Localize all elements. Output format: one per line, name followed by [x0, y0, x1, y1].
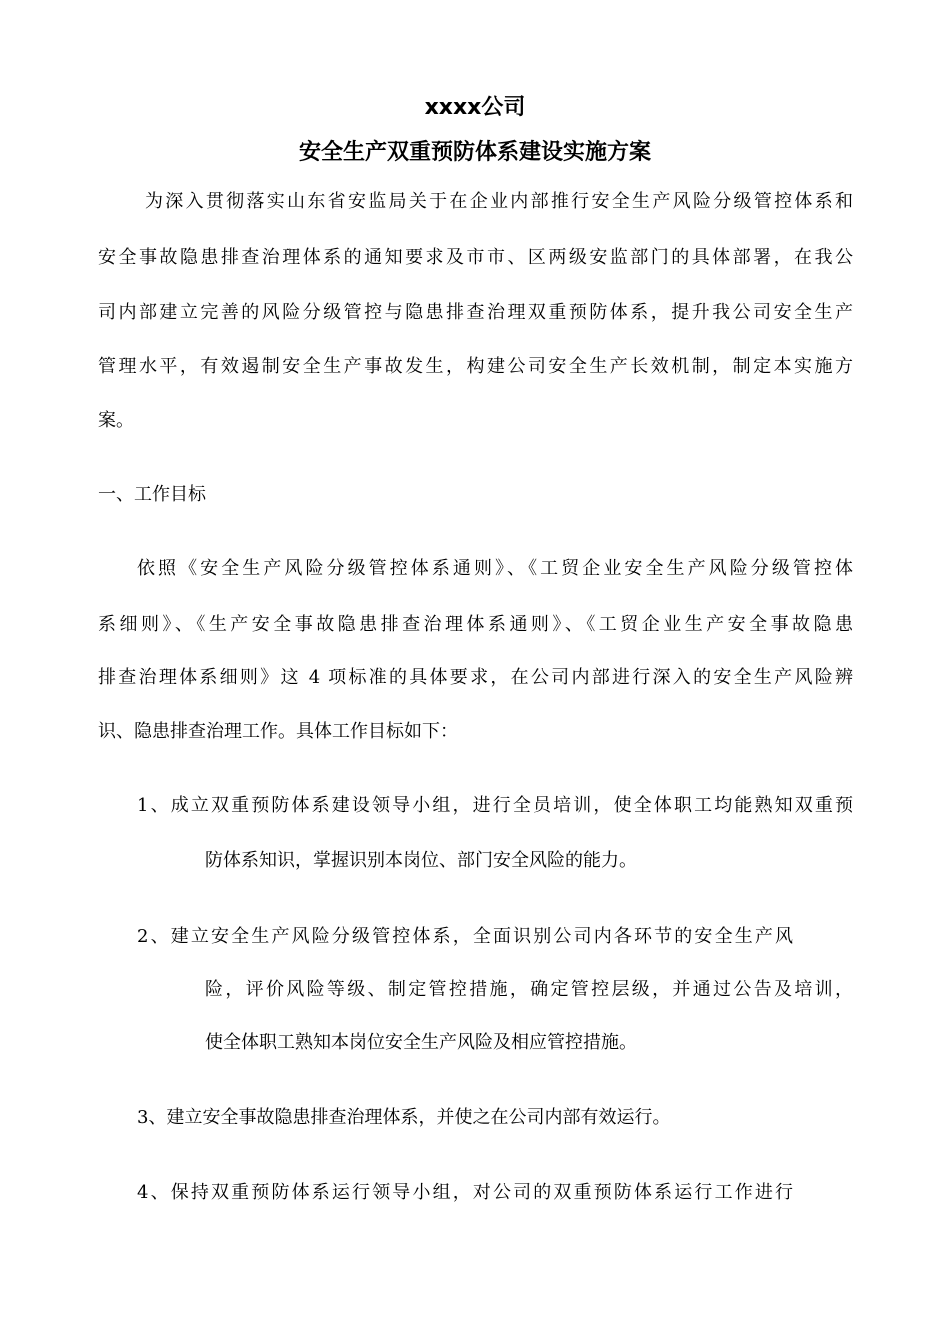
section-paragraph-line: 识、隐患排查治理工作。具体工作目标如下：	[98, 721, 458, 742]
section-heading: 一、工作目标	[98, 484, 206, 505]
list-item-line: 险，评价风险等级、制定管控措施，确定管控层级，并通过公告及培训，	[205, 979, 853, 1000]
intro-line: 安全事故隐患排查治理体系的通知要求及市市、区两级安监部门的具体部署，在我公	[98, 247, 853, 268]
company-title: xxxx公司	[424, 95, 526, 120]
section-paragraph-line: 系细则》、《生产安全事故隐患排查治理体系通则》、《工贸企业生产安全事故隐患	[98, 614, 853, 635]
section-paragraph-line: 依照《安全生产风险分级管控体系通则》、《工贸企业安全生产风险分级管控体	[137, 558, 853, 579]
intro-line: 案。	[98, 410, 134, 431]
intro-line: 司内部建立完善的风险分级管控与隐患排查治理双重预防体系，提升我公司安全生产	[98, 302, 853, 323]
list-item-line: 4、保持双重预防体系运行领导小组，对公司的双重预防体系运行工作进行	[137, 1182, 793, 1203]
list-item-line: 2、建立安全生产风险分级管控体系，全面识别公司内各环节的安全生产风	[137, 926, 793, 947]
list-item-line: 1、成立双重预防体系建设领导小组，进行全员培训，使全体职工均能熟知双重预	[137, 795, 853, 816]
intro-line: 为深入贯彻落实山东省安监局关于在企业内部推行安全生产风险分级管控体系和	[145, 191, 853, 212]
section-paragraph-line: 排查治理体系细则》这 4 项标准的具体要求，在公司内部进行深入的安全生产风险辨	[98, 667, 853, 688]
list-item-line: 防体系知识，掌握识别本岗位、部门安全风险的能力。	[205, 850, 637, 871]
list-item-line: 3、建立安全事故隐患排查治理体系，并使之在公司内部有效运行。	[137, 1107, 671, 1128]
intro-line: 管理水平，有效遏制安全生产事故发生，构建公司安全生产长效机制，制定本实施方	[98, 356, 853, 377]
main-title: 安全生产双重预防体系建设实施方案	[298, 140, 651, 165]
list-item-line: 使全体职工熟知本岗位安全生产风险及相应管控措施。	[205, 1032, 637, 1053]
